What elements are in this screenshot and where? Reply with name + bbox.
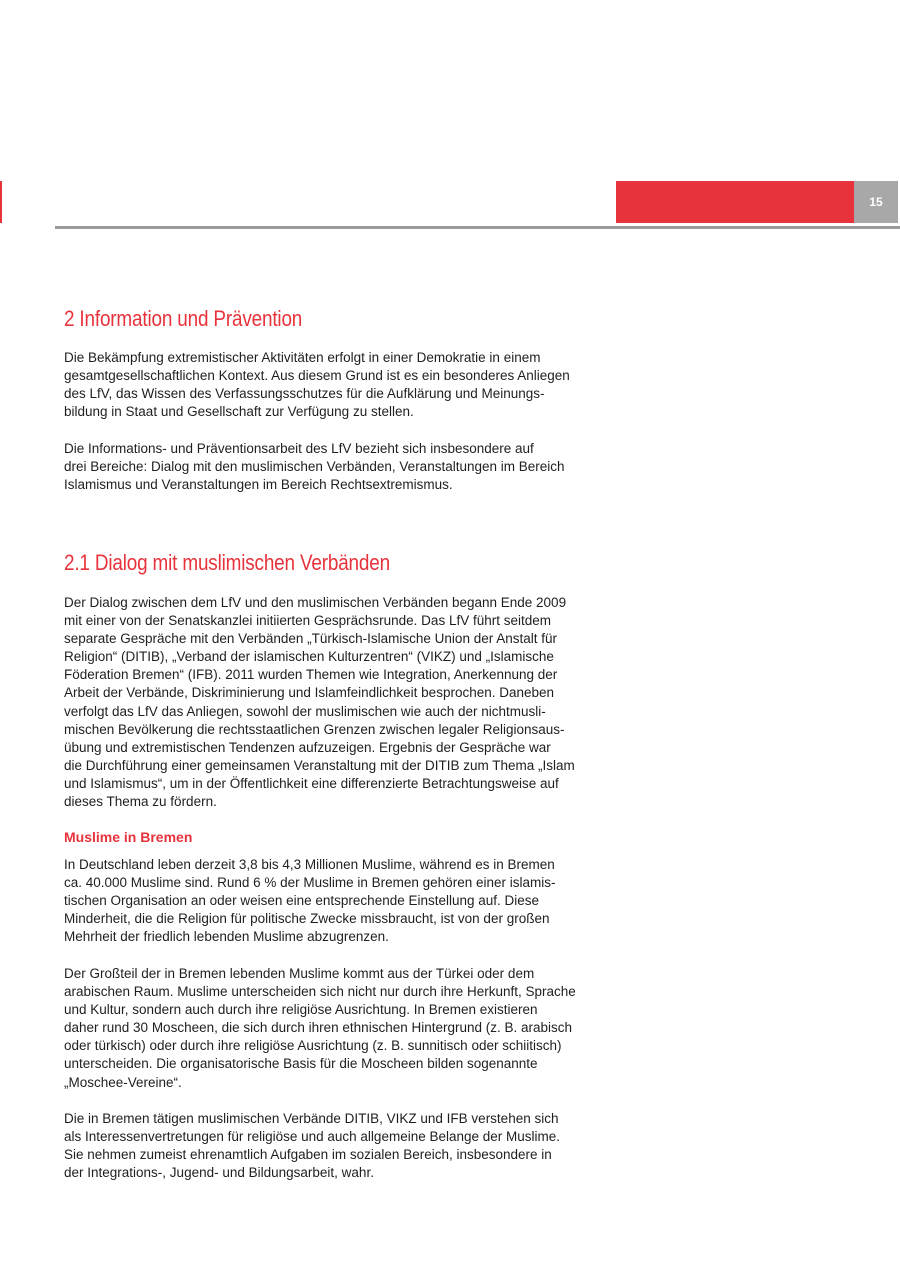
page-number: 15 [854,181,898,223]
header-accent-bar [616,181,854,223]
text-line: übung und extremistischen Tendenzen aufzuzeigen. Ergebnis der Gespräche war [64,739,551,755]
text-line: Sie nehmen zumeist ehrenamtlich Aufgaben im sozialen Bereich, insbesondere in [64,1147,552,1163]
text-line: drei Bereiche: Dialog mit den muslimischen Verbänden, Veranstaltungen im Bereich [64,459,565,475]
left-edge-marker [0,181,2,223]
text-line: des LfV, das Wissen des Verfassungsschutzes für die Aufklärung und Meinungs- [64,386,545,402]
text-line: gesamtgesellschaftlichen Kontext. Aus diesem Grund ist es ein besonderes Anliegen [64,368,570,384]
text-line: die Durchführung einer gemeinsamen Veranstaltung mit der DITIB zum Thema „Islam [64,757,575,773]
text-line: ca. 40.000 Muslime sind. Rund 6 % der Muslime in Bremen gehören einer islamis- [64,875,556,891]
section-2-title: 2 Information und Prävention [64,306,303,331]
section-2-1-paragraph-4 [64,1110,612,1182]
text-line: Die Bekämpfung extremistischer Aktivitäten erfolgt in einer Demokratie in einem [64,350,541,365]
section-2-1-paragraph-2 [64,856,612,946]
text-line: Mehrheit der friedlich lebenden Muslime abzugrenzen. [64,929,389,945]
text-line: bildung in Staat und Gesellschaft zur Verfügung zu stellen. [64,404,414,420]
text-line: mit einer von der Senatskanzlei initiierten Gesprächsrunde. Das LfV führt seitdem [64,613,551,629]
section-2-1-paragraph-3 [64,965,612,1092]
text-line: mischen Bevölkerung die rechtsstaatlichen Grenzen zwischen legaler Religionsaus- [64,721,565,737]
text-line: Die in Bremen tätigen muslimischen Verbände DITIB, VIKZ und IFB verstehen sich [64,1111,559,1126]
text-line: arabischen Raum. Muslime unterscheiden sich nicht nur durch ihre Herkunft, Sprache [64,984,576,1000]
text-line: Der Dialog zwischen dem LfV und den muslimischen Verbänden begann Ende 2009 [64,595,567,610]
text-line: tischen Organisation an oder weisen eine entsprechende Einstellung auf. Diese [64,893,540,909]
section-2-paragraph-1 [64,349,612,421]
section-2-1-paragraph-1 [64,594,612,811]
text-line: oder türkisch) oder durch ihre religiöse Ausrichtung (z. B. sunnitisch oder schiitisch) [64,1038,562,1054]
text-line: der Integrations-, Jugend- und Bildungsarbeit, wahr. [64,1165,374,1181]
section-2-paragraph-2 [64,440,612,494]
text-line: „Moschee-Vereine“. [64,1074,182,1090]
text-line: In Deutschland leben derzeit 3,8 bis 4,3 Millionen Muslime, während es in Bremen [64,857,555,872]
text-line: Religion“ (DITIB), „Verband der islamischen Kulturzentren“ (VIKZ) und „Islamische [64,649,554,665]
text-line: Islamismus und Veranstaltungen im Bereich Rechtsextremismus. [64,477,453,493]
text-line: verfolgt das LfV das Anliegen, sowohl der muslimischen wie auch der nichtmusli- [64,703,546,719]
text-line: unterscheiden. Die organisatorische Basis für die Moscheen bilden sogenannte [64,1056,538,1072]
text-line: und Islamismus“, um in der Öffentlichkeit eine differenzierte Betrachtungsweise auf [64,775,559,791]
text-line: Föderation Bremen“ (IFB). 2011 wurden Themen wie Integration, Anerkennung der [64,667,558,683]
text-line: daher rund 30 Moscheen, die sich durch ihren ethnischen Hintergrund (z. B. arabisch [64,1020,573,1036]
text-line: Arbeit der Verbände, Diskriminierung und Islamfeindlichkeit besprochen. Daneben [64,685,555,701]
text-line: Die Informations- und Präventionsarbeit des LfV bezieht sich insbesondere auf [64,441,534,456]
header-rule [55,226,900,229]
text-line: als Interessenvertretungen für religiöse und auch allgemeine Belange der Muslime. [64,1129,561,1145]
text-line: Der Großteil der in Bremen lebenden Muslime kommt aus der Türkei oder dem [64,966,535,981]
text-line: und Kultur, sondern auch durch ihre religiöse Ausrichtung. In Bremen existieren [64,1002,538,1018]
subheading-muslime-in-bremen: Muslime in Bremen [64,829,193,845]
text-line: dieses Thema zu fördern. [64,794,217,810]
text-line: separate Gespräche mit den Verbänden „Türkisch-Islamische Union der Anstalt für [64,631,557,647]
text-line: Minderheit, die die Religion für politische Zwecke missbraucht, ist von der großen [64,911,550,927]
section-2-1-title: 2.1 Dialog mit muslimischen Verbänden [64,550,390,575]
